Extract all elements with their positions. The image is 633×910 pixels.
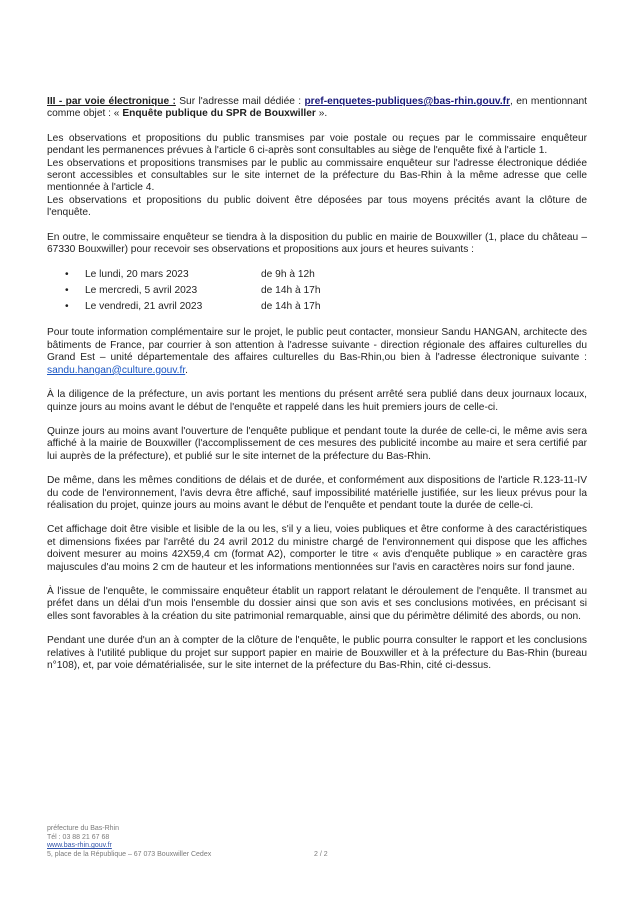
paragraph-avis-journaux: À la diligence de la préfecture, un avis portant les mentions du présent arrêté sera publié dans deux journaux locaux, quinze jours au moins avant le début de l'enquête et rappelé dans les huit premiers jours de celle-ci.: [47, 389, 587, 413]
paragraph-consultation: Pendant une durée d'un an à compter de la clôture de l'enquête, le public pourra consulter le rapport et les conclusions relatives à l'utilité publique du projet sur support papier en mairie de Bouxwiller et à la préfecture du Bas-Rhin (bureau n°108), et, par voie dématérialisée, sur le site internet de la préfecture du Bas-Rhin, cité ci-dessus.: [47, 635, 587, 671]
paragraph-observations-3: Les observations et propositions du public doivent être déposées par tous moyens précités avant la clôture de l'enquête.: [47, 194, 587, 219]
paragraph-permanences-intro: En outre, le commissaire enquêteur se tiendra à la disposition du public en mairie de Bouxwiller (1, place du château – 67330 Bouxwiller) pour recevoir ses observations et propositions aux jours et heures suivants :: [47, 231, 587, 256]
paragraph-rapport: À l'issue de l'enquête, le commissaire enquêteur établit un rapport relatant le déroulement de l'enquête. Il transmet au préfet dans un délai d'un mois l'ensemble du dossier ainsi que son avis et ses conclusions motivées, en précisant si elles sont favorables à la création du site patrimonial remarquable, ainsi que du périmètre délimité des abords, ou non.: [47, 585, 587, 622]
bullet-icon: •: [65, 269, 69, 281]
email-link-abf[interactable]: sandu.hangan@culture.gouv.fr: [47, 364, 186, 376]
bullet-icon: •: [65, 301, 69, 313]
page-number: 2 / 2: [314, 851, 328, 858]
footer-website-link[interactable]: www.bas-rhin.gouv.fr: [47, 842, 112, 850]
footer-org: préfecture du Bas-Rhin: [47, 825, 119, 832]
paragraph-observations-1: Les observations et propositions du public transmises par voie postale ou reçues par le commissaire enquêteur pendant les permanences prévues à l'article 6 ci-après sont consultables au siège de l'enquête fixé à l'article 1.: [47, 132, 587, 157]
paragraph-text: ».: [315, 108, 328, 120]
paragraph-info: [47, 327, 587, 377]
permanence-day: Le lundi, 20 mars 2023: [85, 269, 189, 281]
paragraph-affichage-mairie: Quinze jours au moins avant l'ouverture de l'enquête publique et pendant toute la durée de celle-ci, le même avis sera affiché à la mairie de Bouxwiller (l'accomplissement de ces mesures des publicité incombe au maire et sera certifié par lui auprès de la préfecture), et publié sur le site internet de la préfecture du Bas-Rhin.: [47, 425, 587, 462]
permanences-list: [47, 267, 587, 315]
email-link-prefecture[interactable]: pref-enquetes-publiques@bas-rhin.gouv.fr: [304, 96, 511, 107]
permanence-hours: de 14h à 17h: [261, 285, 321, 297]
permanence-day: Le mercredi, 5 avril 2023: [85, 285, 198, 297]
paragraph-electronic: [47, 96, 587, 121]
permanence-day: Le vendredi, 21 avril 2023: [85, 301, 203, 313]
email-subject: Enquête publique du SPR de Bouxwiller: [122, 108, 316, 120]
paragraph-text: Pour toute information complémentaire sur le projet, le public peut contacter, monsieur Sandu HANGAN, architecte des bâtiments de France, par courrier à son attention à l'adresse suivante - direction régionale des affaires culturelles du Grand Est – unité départementale des affaires culturelles du Bas-Rhin,ou bien à l'adresse électronique suivante :: [47, 327, 587, 364]
list-item: [47, 267, 587, 283]
page-footer: [47, 825, 347, 859]
paragraph-text: , en mentionnant comme objet : «: [47, 96, 587, 120]
permanence-hours: de 14h à 17h: [261, 301, 321, 313]
paragraph-affichage-format: Cet affichage doit être visible et lisible de la ou les, s'il y a lieu, voies publiques et être conforme à des caractéristiques et dimensions fixées par l'arrêté du 24 avril 2012 du ministre chargé de l'environnement qui dispose que les affiches doivent mesurer au moins 42X59,4 cm (format A2), comporter le titre « avis d'enquête publique » en caractère gras majuscules d'au moins 2 cm de hauteur et les informations mentionnées sur l'avis en caractères noirs sur fond jaune.: [47, 524, 587, 573]
permanence-hours: de 9h à 12h: [261, 269, 315, 281]
footer-phone: Tél : 03 88 21 67 68: [47, 833, 110, 841]
footer-address: 5, place de la République – 67 073 Bouxwiller Cedex: [47, 850, 212, 858]
paragraph-observations-2: Les observations et propositions transmises par le public au commissaire enquêteur sur l'adresse électronique dédiée seront accessibles et consultables sur le site internet de la préfecture du Bas-Rhin à la même adresse que celle mentionnée à l'article 4.: [47, 157, 587, 194]
paragraph-text: Sur l'adresse mail dédiée :: [175, 96, 305, 107]
bullet-icon: •: [65, 285, 69, 297]
paragraph-affichage-lieux: De même, dans les mêmes conditions de délais et de durée, et conformément aux dispositions de l'article R.123-11-IV du code de l'environnement, l'avis devra être affiché, sauf impossibilité matérielle justifiée, sur les lieux prévus pour la réalisation du projet, quinze jours au moins avant le début de l'enquête et pendant toute la durée de celle-ci.: [47, 475, 587, 511]
section-heading-electronic: III - par voie électronique :: [47, 96, 176, 107]
document-body: [47, 96, 587, 672]
paragraph-text: .: [185, 364, 189, 376]
list-item: [47, 283, 587, 299]
list-item: [47, 299, 587, 315]
